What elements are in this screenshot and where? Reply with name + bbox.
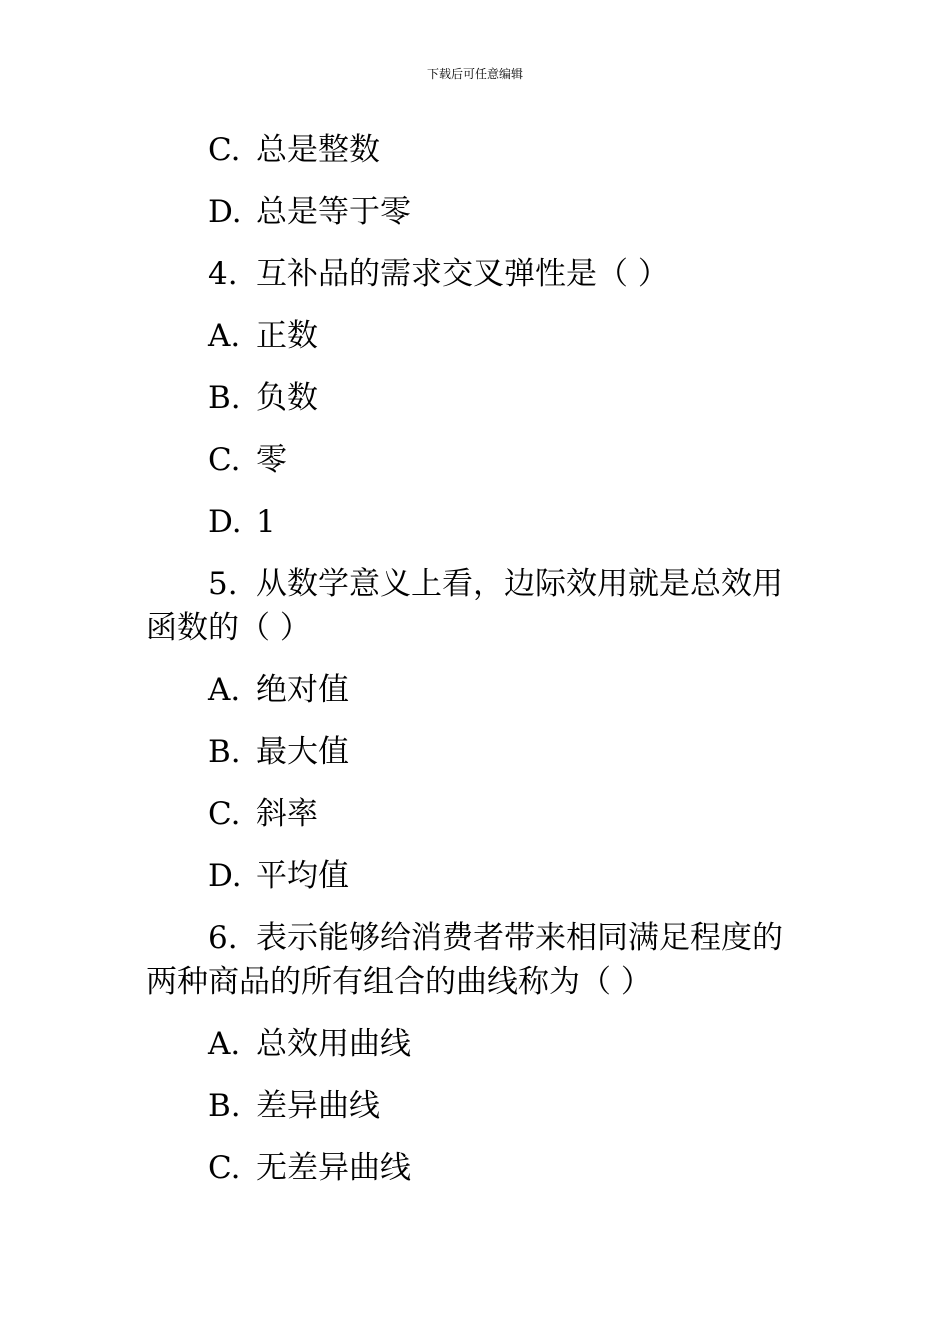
option-line [146, 792, 806, 836]
option-label: B. [208, 380, 241, 416]
option-line [146, 314, 806, 358]
option-label: C. [208, 796, 241, 832]
option-label: A. [208, 318, 241, 354]
option-text: 最大值 [256, 734, 349, 770]
question-continuation: 函数的（ ） [146, 610, 311, 646]
option-text: 无差异曲线 [256, 1150, 411, 1186]
option-label: D. [208, 504, 242, 540]
option-line [146, 1022, 806, 1066]
option-label: D. [208, 858, 242, 894]
option-line [146, 668, 806, 712]
option-line [146, 438, 806, 482]
option-label: C. [208, 442, 241, 478]
option-label: D. [208, 194, 242, 230]
option-line [146, 128, 806, 172]
option-text: 总是等于零 [256, 194, 411, 230]
option-line [146, 730, 806, 774]
question-text: 互补品的需求交叉弹性是（ ） [256, 256, 669, 292]
option-label: A. [208, 672, 241, 708]
question-line [146, 562, 806, 606]
option-label: C. [208, 132, 241, 168]
option-line [146, 1084, 806, 1128]
option-text: 绝对值 [256, 672, 349, 708]
option-line [146, 376, 806, 420]
question-text: 从数学意义上看，边际效用就是总效用 [256, 566, 783, 602]
question-line [146, 916, 806, 960]
question-number: 4. [208, 256, 238, 292]
option-label: B. [208, 1088, 241, 1124]
option-text: 总效用曲线 [256, 1026, 411, 1062]
question-continuation: 两种商品的所有组合的曲线称为（ ） [146, 964, 652, 1000]
option-line [146, 190, 806, 234]
page-header: 下载后可任意编辑 [426, 67, 523, 81]
question-line [146, 252, 806, 296]
question-number: 5. [208, 566, 238, 602]
option-line [146, 1146, 806, 1190]
option-text: 平均值 [256, 858, 349, 894]
option-text: 负数 [256, 380, 318, 416]
option-label: C. [208, 1150, 241, 1186]
document-body [146, 128, 806, 1190]
option-text: 1 [256, 504, 276, 540]
option-text: 零 [256, 442, 287, 478]
question-number: 6. [208, 920, 238, 956]
question-text: 表示能够给消费者带来相同满足程度的 [256, 920, 783, 956]
option-text: 正数 [256, 318, 318, 354]
option-line [146, 854, 806, 898]
option-line [146, 500, 806, 544]
option-label: A. [208, 1026, 241, 1062]
option-label: B. [208, 734, 241, 770]
option-text: 差异曲线 [256, 1088, 380, 1124]
option-text: 斜率 [256, 796, 318, 832]
option-text: 总是整数 [256, 132, 380, 168]
